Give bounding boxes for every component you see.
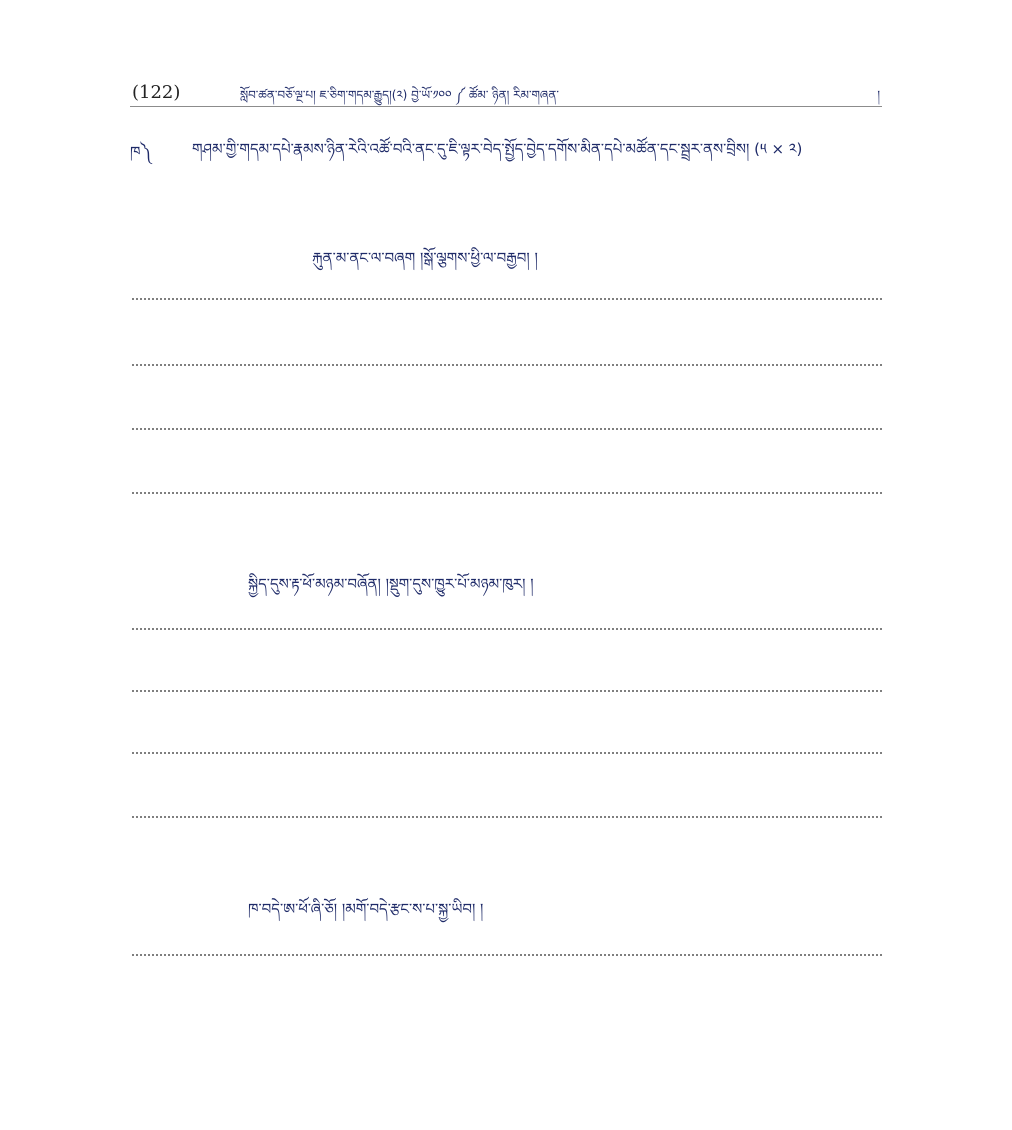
page-header <box>130 78 882 107</box>
answer-line[interactable] <box>132 428 882 430</box>
proverb-1: རྐུན་མ་ནང་ལ་བཞག །སྒོ་ལྕགས་ཕྱི་ལ་བརྒྱབ། ། <box>312 249 538 267</box>
header-end-mark: ། <box>877 88 880 102</box>
answer-line[interactable] <box>132 628 882 630</box>
answer-line[interactable] <box>132 364 882 366</box>
answer-line[interactable] <box>132 492 882 494</box>
answer-line[interactable] <box>132 816 882 818</box>
answer-line[interactable] <box>132 298 882 300</box>
page-number: (122) <box>132 82 181 103</box>
answer-line[interactable] <box>132 690 882 692</box>
proverb-2: སྐྱིད་དུས་རྟ་ཕོ་མཉམ་བཞོན། །སྡུག་དུས་ཁྱུར་པོ་མཉམ་ཁུར། ། <box>248 575 534 593</box>
answer-line[interactable] <box>132 752 882 754</box>
running-title: སློབ་ཚན་བཅོ་ལྔ་པ། ཇ་ཅིག་གདམ་རྒྱུད།(༢) བྱེ་ཡོ་༡༠༠ ༼ ཚོམ་ ཉིན། རིམ་གཞན་ <box>240 88 559 102</box>
question-number: ཁ༽ <box>130 143 152 161</box>
proverb-3: ཁ་བདེ་ཨ་ཕོ་ཞི་ཅོ། །མགོ་བདེ་རྩང་ས་པ་སྐྱ་ཡིབ། ། <box>248 900 484 918</box>
question-text: གཤམ་གྱི་གདམ་དཔེ་རྣམས་ཉིན་རེའི་འཚོ་བའི་ནང་དུ་ཇི་ལྟར་བེད་སྤྱོད་བྱེད་དགོས་མིན་དཔེ་མཚོན་དང་སྦྲར་ནས་བྲིས། (༥ × ༢) <box>192 140 803 158</box>
answer-line[interactable] <box>132 954 882 956</box>
